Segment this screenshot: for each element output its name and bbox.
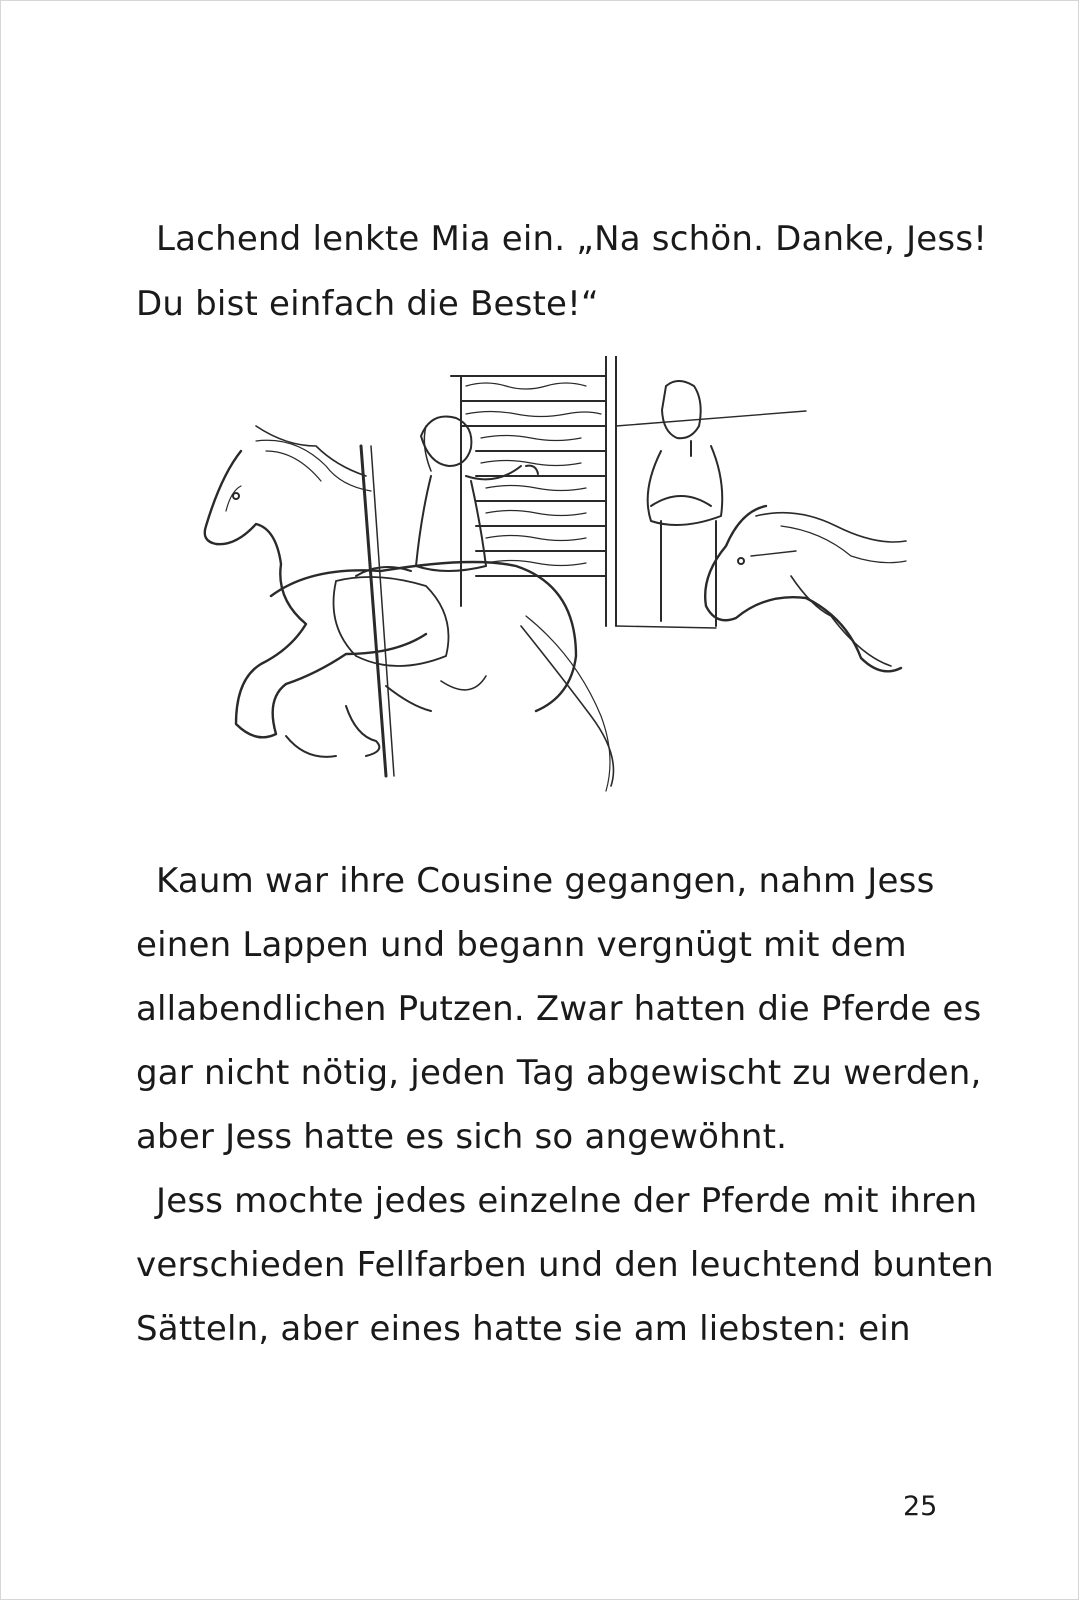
shelf-illustration [451,356,806,628]
paragraph-1-line-2: Du bist einfach die Beste!“ [136,284,599,324]
paragraph-2-line-5: aber Jess hatte es sich so angewöhnt. [136,1117,788,1157]
paragraph-2-line-2: einen Lappen und begann vergnügt mit dem [136,925,907,965]
paragraph-2-line-1: Kaum war ihre Cousine gegangen, nahm Jess [156,861,935,901]
horse-left-illustration [205,426,614,791]
paragraph-3-line-3: Sätteln, aber eines hatte sie am liebsten: ein [136,1309,911,1349]
page-number: 25 [903,1491,938,1522]
paragraph-3-line-2: verschieden Fellfarben und den leuchtend bunten [136,1245,994,1285]
paragraph-3-line-1: Jess mochte jedes einzelne der Pferde mit ihren [156,1181,978,1221]
girl-mia-illustration [416,416,538,571]
horse-right-illustration [705,506,906,671]
paragraph-1-line-1: Lachend lenkte Mia ein. „Na schön. Danke, Jess! [156,219,988,259]
paragraph-2-line-3: allabendlichen Putzen. Zwar hatten die Pferde es [136,989,982,1029]
paragraph-2-line-4: gar nicht nötig, jeden Tag abgewischt zu werden, [136,1053,982,1093]
girl-jess-illustration [648,381,723,626]
carousel-horses-illustration [196,356,926,821]
